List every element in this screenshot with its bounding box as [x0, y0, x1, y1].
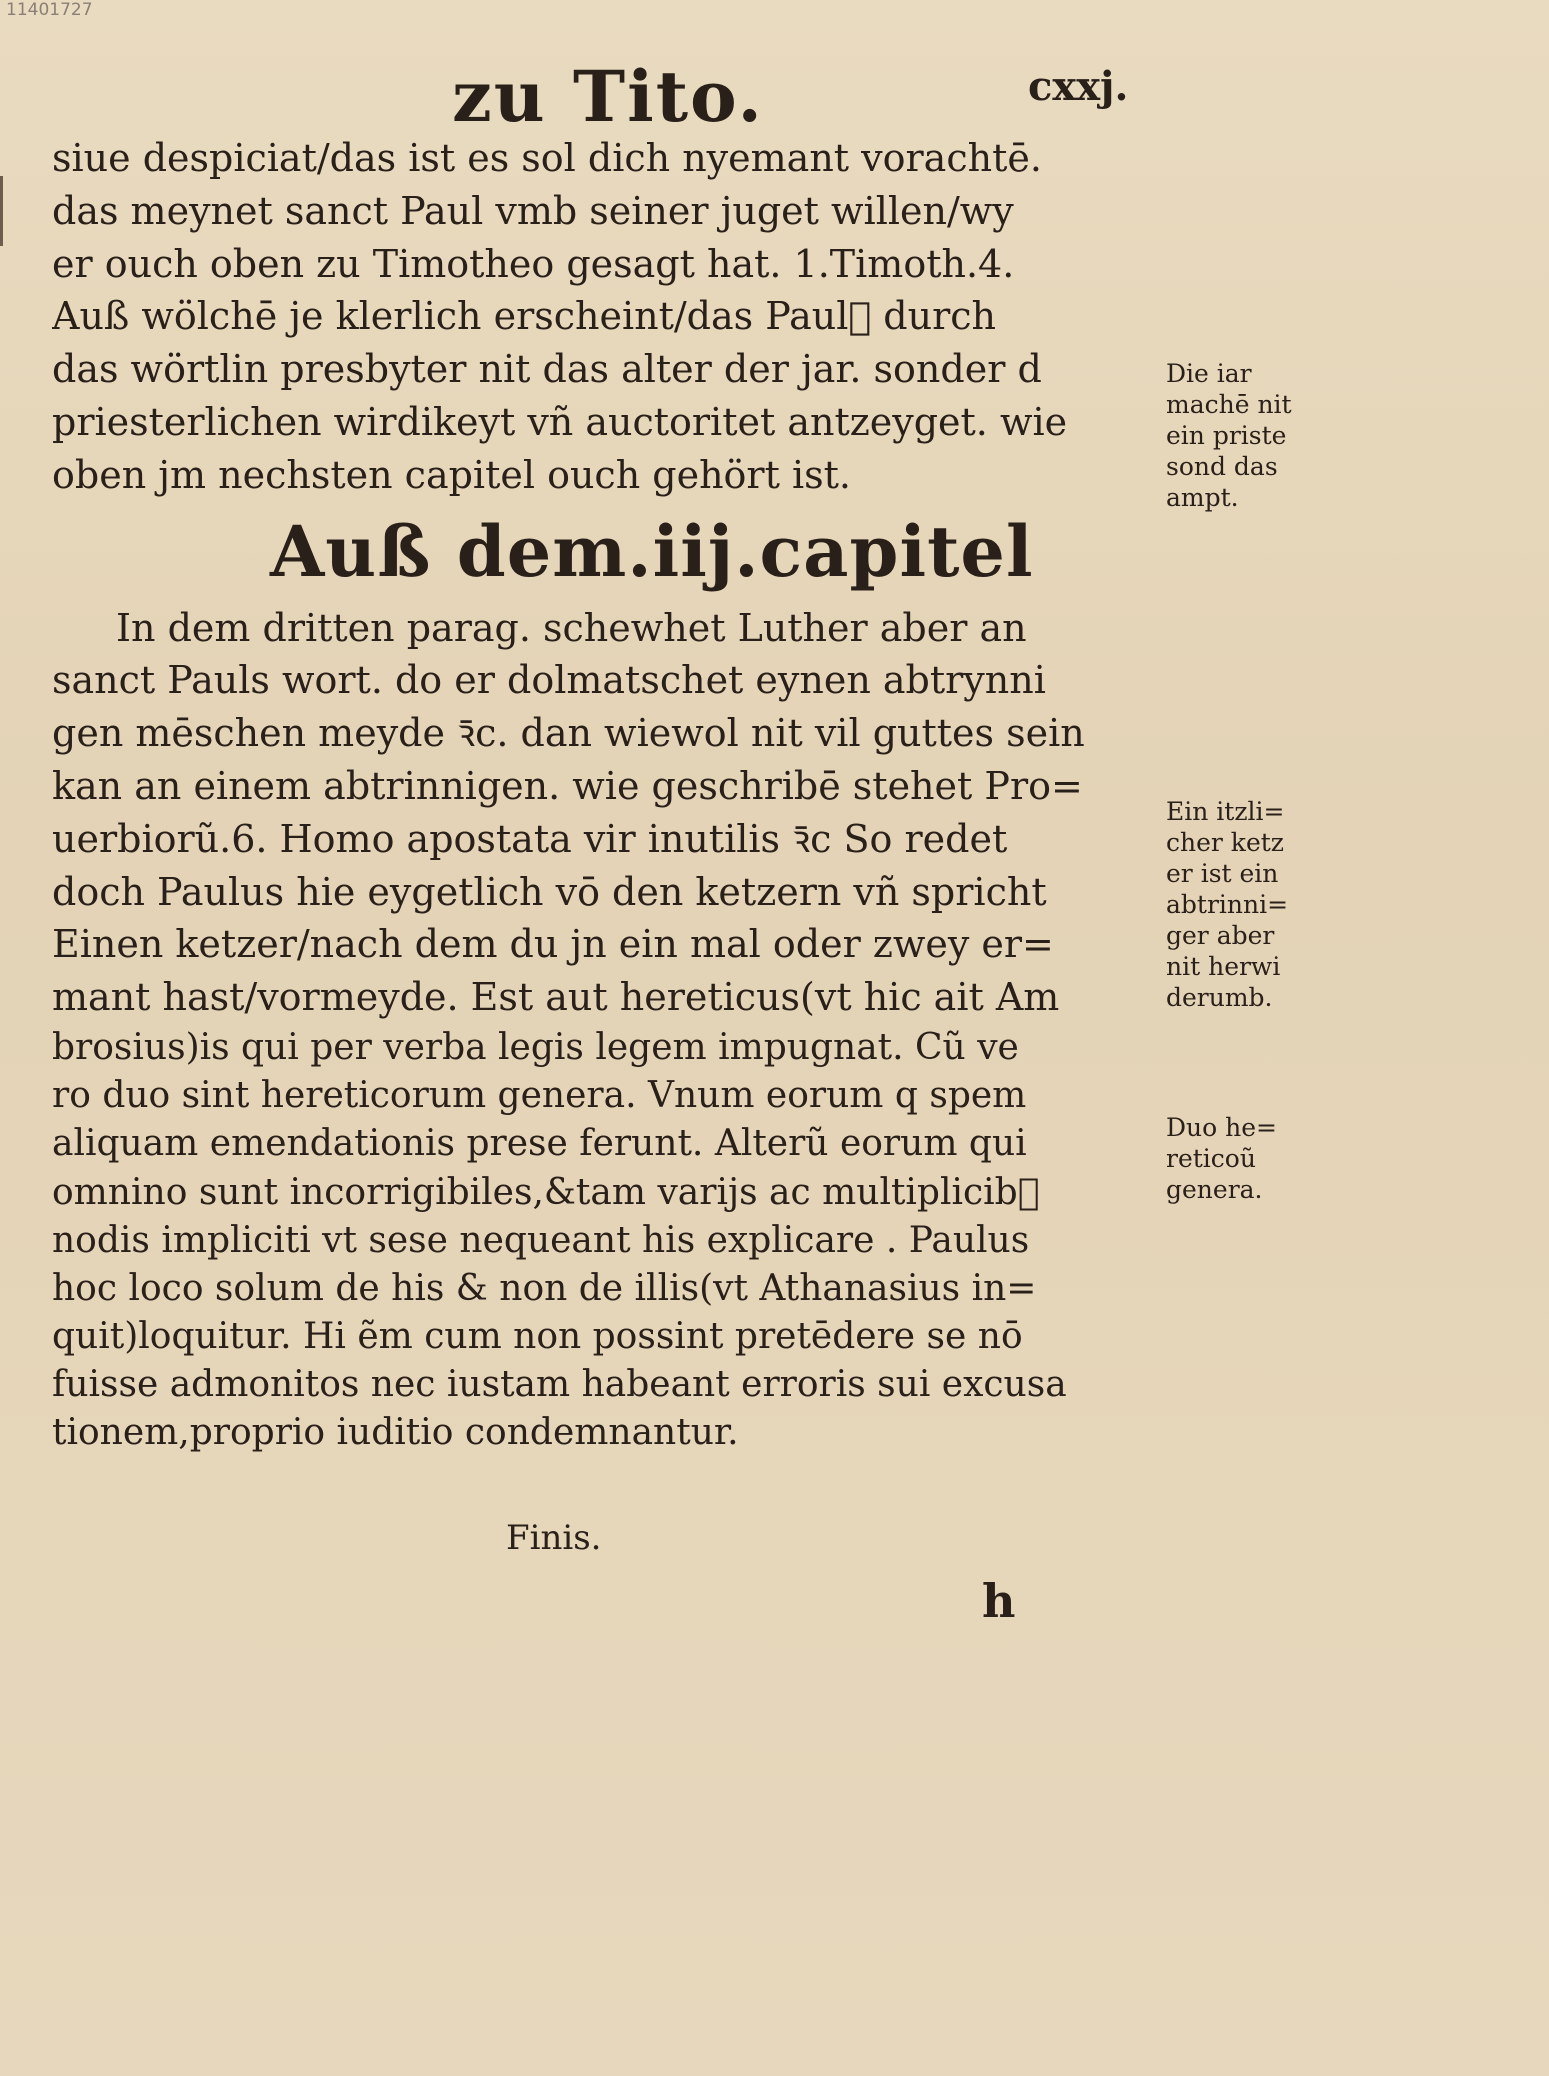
latin-text-line: omnino sunt incorrigibiles,&tam varijs ac multiplicibᷞ: [52, 1171, 1040, 1213]
latin-text-line: ro duo sint hereticorum genera. Vnum eorum q spem: [52, 1075, 1027, 1117]
latin-text-line: quit)loquitur. Hi ẽm cum non possint pretēdere se nō: [52, 1316, 1023, 1358]
marginal-note-line: cher ketz: [1166, 828, 1284, 857]
marginal-note-line: ein priste: [1166, 421, 1287, 450]
text-line: doch Paulus hie eygetlich vō den ketzern vñ spricht: [52, 869, 1047, 914]
marginal-note-line: Die iar: [1166, 359, 1252, 388]
marginal-note: [1166, 796, 1346, 1013]
main-text-block: [52, 132, 1144, 1458]
latin-text-line: nodis impliciti vt sese nequeant his explicare . Paulus: [52, 1219, 1030, 1261]
text-line: mant hast/vormeyde. Est aut hereticus(vt hic ait Am: [52, 975, 1060, 1020]
text-line: gen mēschen meyde ꝛ̄c. dan wiewol nit vil guttes sein: [52, 711, 1085, 756]
latin-text-line: tionem,proprio iuditio condemnantur.: [52, 1412, 739, 1454]
marginal-note-line: ger aber: [1166, 921, 1275, 950]
latin-text-line: hoc loco solum de his & non de illis(vt Athanasius in=: [52, 1267, 1037, 1309]
gutter-rule: [0, 176, 3, 246]
marginal-note-line: nit herwi: [1166, 952, 1281, 981]
catchword: h: [982, 1574, 1016, 1628]
marginal-note-line: genera.: [1166, 1175, 1263, 1204]
text-line: er ouch oben zu Timotheo gesagt hat. 1.Timoth.4.: [52, 241, 1015, 286]
text-line: oben jm nechsten capitel ouch gehört ist.: [52, 452, 851, 497]
marginal-note-line: abtrinni=: [1166, 890, 1289, 919]
text-line: uerbiorũ.6. Homo apostata vir inutilis ꝛ̄c So redet: [52, 816, 1008, 861]
running-head-title: zu Tito.: [452, 55, 764, 138]
marginal-note-line: ampt.: [1166, 483, 1239, 512]
marginal-note-line: sond das: [1166, 452, 1278, 481]
marginal-note-line: Ein itzli=: [1166, 797, 1285, 826]
text-line: priesterlichen wirdikeyt vñ auctoritet antzeyget. wie: [52, 399, 1068, 444]
chapter-heading: Auß dem.iij.capitel: [270, 509, 1034, 593]
marginal-note-line: Duo he=: [1166, 1113, 1277, 1142]
latin-text-line: fuisse admonitos nec iustam habeant erroris sui excusa: [52, 1364, 1067, 1406]
text-line: Einen ketzer/nach dem du jn ein mal oder zwey er=: [52, 922, 1054, 967]
latin-text-line: aliquam emendationis prese ferunt. Alterũ eorum qui: [52, 1123, 1027, 1165]
text-line: sanct Pauls wort. do er dolmatschet eynen abtrynni: [52, 658, 1046, 703]
folio-number: cxxj.: [1028, 63, 1129, 110]
text-line: In dem dritten parag. schewhet Luther aber an: [116, 605, 1027, 650]
text-line: Auß wölchē je klerlich erscheint/das Paulᷞ durch: [52, 294, 996, 339]
text-line: das meynet sanct Paul vmb seiner juget willen/wy: [52, 188, 1014, 233]
latin-text-line: brosius)is qui per verba legis legem impugnat. Cũ ve: [52, 1026, 1019, 1068]
marginal-note: [1166, 1112, 1346, 1205]
text-line: das wörtlin presbyter nit das alter der jar. sonder d: [52, 347, 1042, 392]
finis-mark: Finis.: [506, 1518, 602, 1558]
marginal-note-line: machē nit: [1166, 390, 1292, 419]
marginal-note-line: reticoũ: [1166, 1144, 1256, 1173]
marginal-note-line: er ist ein: [1166, 859, 1279, 888]
archive-corner-mark: 11401727: [6, 0, 93, 20]
marginal-note: [1166, 358, 1346, 513]
text-line: siue despiciat/das ist es sol dich nyemant vorachtē.: [52, 136, 1042, 180]
text-line: kan an einem abtrinnigen. wie geschribē stehet Pro=: [52, 763, 1083, 808]
marginal-note-line: derumb.: [1166, 983, 1273, 1012]
